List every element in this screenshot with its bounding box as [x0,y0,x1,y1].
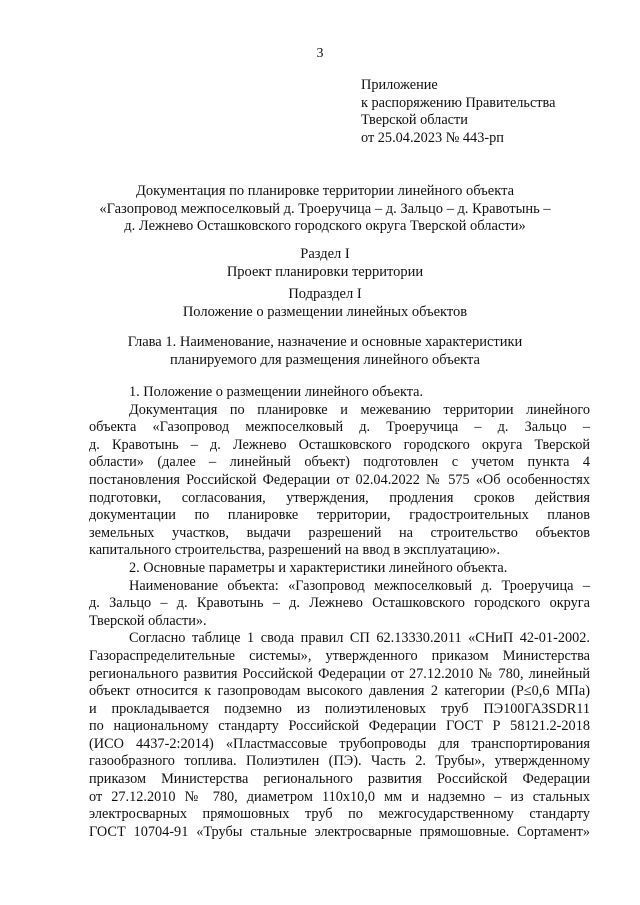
paragraph-line: документации по планировке территории, градостроительных планов [89,507,590,524]
title-line: д. Лежнево Осташковского городского округа Тверской области» [124,218,526,235]
page-number: 3 [316,46,324,61]
paragraph-line: электросварных прямошовных труб по межгосударственному стандарту [89,806,590,823]
paragraph-line: Тверской области». [89,612,207,629]
paragraph-line: объекта «Газопровод межпоселковый д. Троеручица – д. Зальцо – [89,419,590,436]
paragraph-line: д. Кравотынь – д. Лежнево Осташковского городского округа Тверской [89,436,590,453]
subsection-heading [60,286,590,321]
paragraph-line: 1. Положение о размещении линейного объекта. [129,384,424,400]
paragraph-line: д. Зальцо – д. Кравотынь – д. Лежнево Осташковского городского округа [89,595,590,612]
appendix-block [361,77,621,147]
paragraph-line: капитального строительства, разрешений на ввод в эксплуатацию». [89,542,501,559]
section-heading [60,246,590,281]
appendix-line: Приложение [361,77,438,93]
section-name: Проект планировки территории [226,263,424,280]
paragraph-line: и прокладывается подземно из полиэтиленовых труб ПЭ100ГАЗSDR11 [89,700,590,717]
paragraph-line: Согласно таблице 1 свода правил СП 62.13330.2011 «СНиП 42-01-2002. [129,630,590,647]
document-title [60,183,590,236]
chapter-line: Глава 1. Наименование, назначение и основные характеристики [127,334,523,350]
paragraph-line: регионального развития Российской Федерации от 27.12.2010 № 780, линейный [89,665,590,682]
appendix-line: к распоряжению Правительства [361,94,556,111]
chapter-line: планируемого для размещения линейного объекта [170,351,480,368]
paragraph-line: Наименование объекта: «Газопровод межпоселковый д. Троеручица – [129,577,590,594]
paragraph-line: 2. Основные параметры и характеристики линейного объекта. [129,559,508,576]
title-line: «Газопровод межпоселковый д. Троеручица – д. Зальцо – д. Кравотынь – [99,200,551,217]
section-number: Раздел I [300,246,350,262]
paragraph-line: приказом Министерства регионального развития Российской Федерации [89,771,590,788]
paragraph-line: подготовки, согласования, утверждения, продления сроков действия [89,489,590,506]
paragraph-line: объект относится к газопроводам высокого давления 2 категории (Р≤0,6 МПа) [89,683,590,700]
paragraph-line: газообразного топлива. Полиэтилен (ПЭ). Часть 2. Трубы», утвержденному [89,753,590,770]
paragraph-line: (ИСО 4437-2:2014) «Пластмассовые трубопроводы для транспортирования [89,735,590,752]
body-text [89,384,590,841]
appendix-date: от 25.04.2023 № 443-рп [361,129,504,146]
subsection-name: Положение о размещении линейных объектов [182,303,468,320]
paragraph-line: земельных участков, выдачи разрешений на строительство объектов [89,524,590,541]
paragraph-line: области» (далее – линейный объект) подготовлен с учетом пункта 4 [89,454,590,471]
appendix-line: Тверской области [361,112,468,128]
chapter-heading [60,334,590,369]
paragraph-line: Документация по планировке и межеванию территории линейного [129,401,590,418]
paragraph-line: постановления Российской Федерации от 02.04.2022 № 575 «Об особенностях [89,471,590,488]
title-line: Документация по планировке территории линейного объекта [135,183,515,199]
paragraph-line: от 27.12.2010 № 780, диаметром 110х10,0 мм и надземно – из стальных [89,788,590,805]
subsection-number: Подраздел I [288,286,362,302]
paragraph-line: ГОСТ 10704-91 «Трубы стальные электросварные прямошовные. Сортамент» [89,823,590,840]
paragraph-line: Газораспределительные системы», утвержденного приказом Министерства [89,647,590,664]
paragraph-line: по национальному стандарту Российской Федерации ГОСТ Р 58121.2-2018 [89,718,590,735]
